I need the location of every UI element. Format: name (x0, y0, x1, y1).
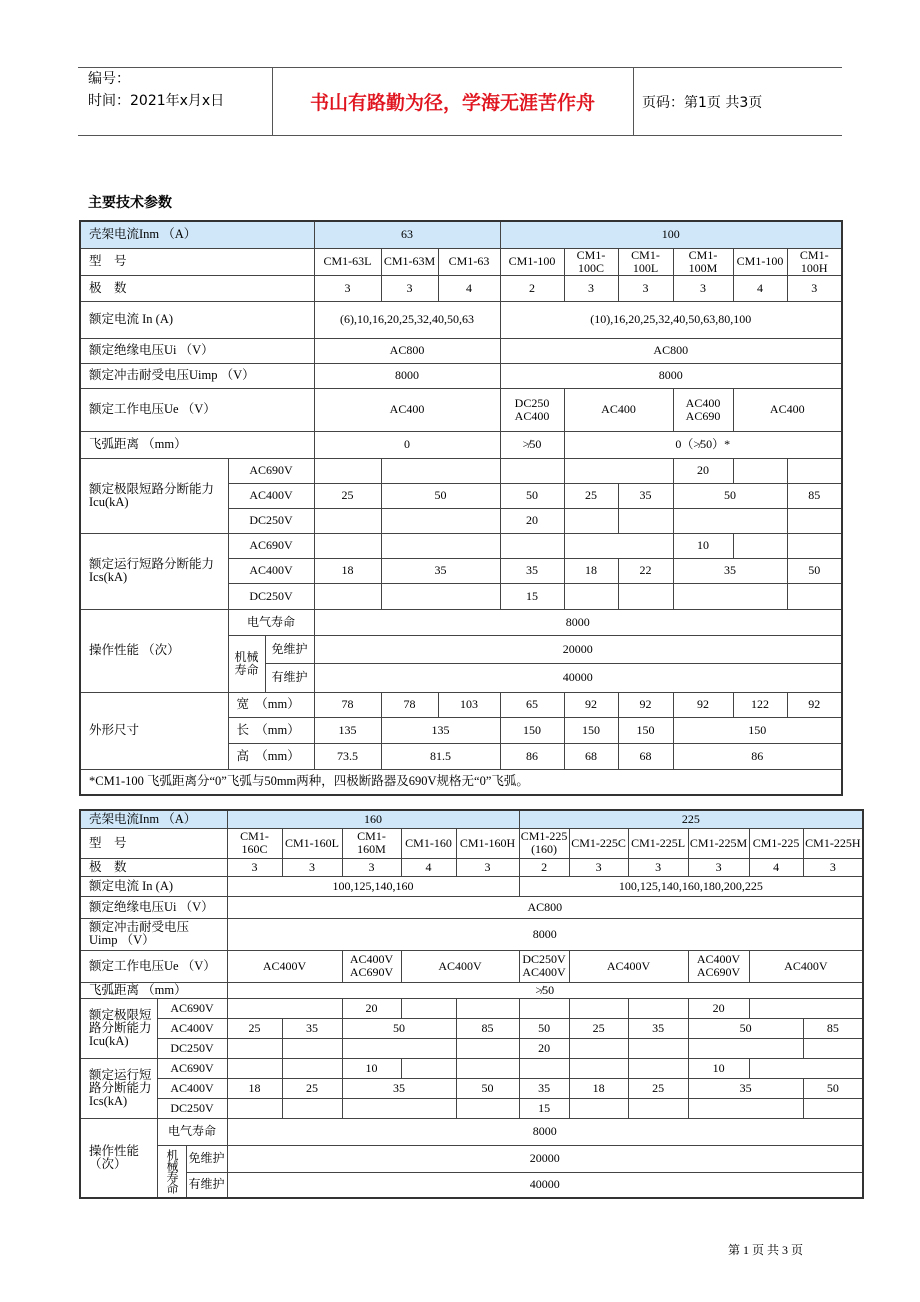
table-cell: 10 (688, 1058, 749, 1078)
table-cell: CM1-160M (342, 828, 401, 858)
table-cell: 15 (500, 583, 564, 609)
table-cell: AC400V AC690V (342, 950, 401, 982)
table-cell (519, 998, 569, 1018)
table-cell: 3 (282, 858, 342, 876)
table-row (80, 338, 842, 363)
table-cell (564, 508, 618, 533)
table-cell: 8000 (314, 609, 842, 635)
row-label-cell: 外形尺寸 (80, 692, 228, 769)
table-cell: 85 (803, 1018, 863, 1038)
table-cell (787, 458, 842, 483)
table-cell (628, 1098, 688, 1118)
table-cell: 18 (227, 1078, 282, 1098)
table-cell: 25 (628, 1078, 688, 1098)
table-cell (569, 1098, 628, 1118)
table-cell: 3 (564, 275, 618, 301)
table-cell: 3 (227, 858, 282, 876)
table-cell: 50 (803, 1078, 863, 1098)
table-cell (227, 998, 342, 1018)
table-row (80, 858, 863, 876)
table-row (80, 1018, 863, 1038)
table-cell: AC400V (227, 950, 342, 982)
table-cell: 10 (342, 1058, 401, 1078)
table-cell (569, 1038, 628, 1058)
table-cell: 85 (456, 1018, 519, 1038)
table-cell: 50 (673, 483, 787, 508)
table-cell: 4 (733, 275, 787, 301)
section-title: 主要技术参数 (88, 195, 172, 211)
header-divider (633, 67, 634, 135)
table-cell: 160 (227, 810, 519, 828)
table-cell: 63 (314, 221, 500, 248)
table-cell: 20000 (227, 1145, 863, 1172)
table-cell: 电气寿命 (157, 1118, 227, 1145)
table-cell: 225 (519, 810, 863, 828)
table-cell: 电气寿命 (228, 609, 314, 635)
table-cell: 机械 寿命 (228, 635, 265, 692)
table-cell: 25 (282, 1078, 342, 1098)
table-cell: 103 (438, 692, 500, 717)
table-cell: CM1-160C (227, 828, 282, 858)
table-cell: 78 (381, 692, 438, 717)
table-cell (628, 1058, 688, 1078)
header-motto: 书山有路勤为径，学海无涯苦作舟 (309, 92, 595, 114)
table-row (80, 1172, 863, 1198)
table-row (80, 1098, 863, 1118)
table-cell (787, 508, 842, 533)
table-cell: 0 (314, 431, 500, 458)
table-cell (564, 533, 673, 558)
table-cell: CM1-63M (381, 248, 438, 275)
table-cell (628, 998, 688, 1018)
table-cell: AC800 (227, 896, 863, 918)
table-cell: 86 (500, 743, 564, 769)
table-cell: AC690V (157, 998, 227, 1018)
header-bottom-rule (78, 135, 842, 136)
table-cell: DC250V (157, 1038, 227, 1058)
row-label-cell: 额定电流 In (A) (80, 301, 314, 338)
table-cell: 3 (803, 858, 863, 876)
table-row (80, 533, 842, 558)
table-cell: 3 (787, 275, 842, 301)
table-row (80, 363, 842, 388)
row-label-cell: 额定极限短路分断能力 Icu(kA) (80, 458, 228, 533)
table-cell: 92 (618, 692, 673, 717)
table-cell: 65 (500, 692, 564, 717)
row-label-cell: 宽 （mm） (228, 692, 314, 717)
table-cell: 15 (519, 1098, 569, 1118)
table-cell: CM1-160H (456, 828, 519, 858)
row-label-cell: 额定冲击耐受电压 Uimp （V） (80, 918, 227, 950)
table-cell: 100 (500, 221, 842, 248)
table-cell: 50 (381, 483, 500, 508)
table-cell: 3 (456, 858, 519, 876)
row-label-cell: 额定极限短 路分断能力 Icu(kA) (80, 998, 157, 1058)
row-label-cell: 高 （mm） (228, 743, 314, 769)
table-cell: CM1-100 (500, 248, 564, 275)
header-top-rule (78, 67, 842, 68)
table-cell: 25 (569, 1018, 628, 1038)
table-cell: AC690V (157, 1058, 227, 1078)
row-label-cell: 极 数 (80, 858, 227, 876)
table-cell: DC250V (157, 1098, 227, 1118)
table-row (80, 692, 842, 717)
table-cell: 35 (628, 1018, 688, 1038)
table-cell: AC800 (500, 338, 842, 363)
table-cell (401, 998, 456, 1018)
table-cell: 3 (569, 858, 628, 876)
table-cell: 3 (381, 275, 438, 301)
table-row (80, 1145, 863, 1172)
table-cell: 68 (564, 743, 618, 769)
row-label-cell: 极 数 (80, 275, 314, 301)
table-cell: 20 (519, 1038, 569, 1058)
table-cell (803, 1098, 863, 1118)
table-cell (564, 458, 673, 483)
table-cell: CM1-225H (803, 828, 863, 858)
table-cell: 2 (500, 275, 564, 301)
table-cell: 3 (688, 858, 749, 876)
table-cell: ≯50 (500, 431, 564, 458)
table-cell: 135 (381, 717, 500, 743)
table-cell: 有维护 (186, 1172, 227, 1198)
table-cell: 8000 (227, 1118, 863, 1145)
table-cell: 3 (673, 275, 733, 301)
table-cell (314, 583, 381, 609)
table-cell: AC400V (228, 558, 314, 583)
table-cell: 35 (673, 558, 787, 583)
table-cell: AC400 (314, 388, 500, 431)
table-cell: CM1-225L (628, 828, 688, 858)
table-cell: CM1-160 (401, 828, 456, 858)
table-cell: 25 (227, 1018, 282, 1038)
table-cell: AC400V (157, 1018, 227, 1038)
table-cell (381, 583, 500, 609)
table-cell: 25 (564, 483, 618, 508)
table-cell (342, 1038, 456, 1058)
table-cell: AC690V (228, 533, 314, 558)
table-cell: 3 (628, 858, 688, 876)
spec-table-63-100 (79, 220, 843, 796)
table-row (80, 1118, 863, 1145)
table-cell (803, 1038, 863, 1058)
table-cell: DC250V (228, 583, 314, 609)
table-cell: 150 (673, 717, 842, 743)
table-cell (227, 1038, 282, 1058)
row-label-cell: 额定运行短路分断能力 Ics(kA) (80, 533, 228, 609)
row-label-cell: 额定绝缘电压Ui （V） (80, 896, 227, 918)
table-cell (456, 1038, 519, 1058)
table-cell (673, 508, 787, 533)
table-cell: 50 (519, 1018, 569, 1038)
table-cell: 35 (282, 1018, 342, 1038)
table-cell (227, 1058, 282, 1078)
table-cell: 150 (564, 717, 618, 743)
row-label-cell: 额定工作电压Ue （V） (80, 388, 314, 431)
table-row (80, 810, 863, 828)
table-cell: (10),16,20,25,32,40,50,63,80,100 (500, 301, 842, 338)
row-label-cell: 机械寿命 (157, 1145, 186, 1198)
table-row (80, 998, 863, 1018)
spec-table-160-225 (79, 809, 864, 1199)
row-label-cell: 额定绝缘电压Ui （V） (80, 338, 314, 363)
table-cell: 免维护 (186, 1145, 227, 1172)
table-cell: 4 (401, 858, 456, 876)
table-cell: CM1-225 (160) (520, 829, 568, 856)
table-cell: 92 (787, 692, 842, 717)
table-cell: 0（≯50）* (564, 431, 842, 458)
table-cell (749, 1058, 863, 1078)
table-cell (787, 533, 842, 558)
table-cell (569, 998, 628, 1018)
table-cell: 92 (673, 692, 733, 717)
row-label-cell: 型 号 (80, 828, 227, 858)
table-cell (401, 1058, 456, 1078)
table-cell: 20000 (314, 635, 842, 663)
table-cell (282, 1058, 342, 1078)
table-cell: 35 (618, 483, 673, 508)
row-label-cell: 额定冲击耐受电压Uimp （V） (80, 363, 314, 388)
table-cell: AC400V (401, 950, 519, 982)
table-cell: DC250 AC400 (500, 388, 564, 431)
table-cell (314, 508, 381, 533)
table-row (80, 458, 842, 483)
table-cell (500, 533, 564, 558)
table-cell: 35 (381, 558, 500, 583)
table-cell: CM1-63 (438, 248, 500, 275)
table-cell: 81.5 (381, 743, 500, 769)
table-cell: CM1-100M (673, 248, 733, 275)
table-row (80, 982, 863, 998)
table-cell: 150 (618, 717, 673, 743)
row-label-cell: 额定电流 In (A) (80, 876, 227, 896)
table-row (80, 950, 863, 982)
row-label-cell: 额定运行短 路分断能力 Ics(kA) (80, 1058, 157, 1118)
table-cell: 100,125,140,160 (227, 876, 519, 896)
table-cell (628, 1038, 688, 1058)
table-cell (456, 1098, 519, 1118)
table-cell: CM1-225M (688, 828, 749, 858)
table-cell (227, 1098, 282, 1118)
table-row (80, 828, 863, 858)
table-cell (787, 583, 842, 609)
table-cell: 78 (314, 692, 381, 717)
table-cell: CM1-160L (282, 828, 342, 858)
table-cell: 35 (500, 558, 564, 583)
table-cell: CM1-100H (787, 248, 842, 275)
table-cell: 18 (314, 558, 381, 583)
table-cell (688, 1038, 803, 1058)
table-cell: DC250V (228, 508, 314, 533)
table-cell: 22 (618, 558, 673, 583)
row-label-cell: 操作性能 （次） (80, 1118, 157, 1198)
table-cell: 100,125,140,160,180,200,225 (519, 876, 863, 896)
table-cell: 50 (787, 558, 842, 583)
row-label-cell: 飞弧距离 （mm） (80, 982, 227, 998)
table-row (80, 876, 863, 896)
table-cell: 135 (314, 717, 381, 743)
page-footer: 第 1 页 共 3 页 (728, 1243, 804, 1257)
table-cell: AC400 (733, 388, 842, 431)
table-cell (456, 1058, 519, 1078)
row-label-cell: 操作性能 （次） (80, 609, 228, 692)
table-cell: 85 (787, 483, 842, 508)
table-cell: 8000 (227, 918, 863, 950)
table-cell: AC800 (314, 338, 500, 363)
row-label-cell: 飞弧距离 （mm） (80, 431, 314, 458)
table-row (80, 1038, 863, 1058)
row-label-cell: 壳架电流Inm （A） (80, 221, 314, 248)
table-cell: 3 (314, 275, 381, 301)
table-cell: AC400 AC690 (673, 388, 733, 431)
table-row (80, 918, 863, 950)
table-cell: 86 (673, 743, 842, 769)
table-cell: AC400V (157, 1078, 227, 1098)
table-cell: CM1-100L (618, 248, 673, 275)
document-date: 时间：2021年x月x日 (88, 93, 225, 109)
page-number-header: 页码：第1页 共3页 (642, 95, 763, 111)
table-cell (381, 458, 500, 483)
row-label-cell: *CM1-100 飞弧距离分“0”飞弧与50mm两种，四极断路器及690V规格无“0”飞弧。 (80, 769, 842, 795)
table-row (80, 1058, 863, 1078)
table-cell (618, 583, 673, 609)
table-cell: 25 (314, 483, 381, 508)
table-cell: AC400V (569, 950, 688, 982)
table-cell: 3 (618, 275, 673, 301)
table-cell: 2 (519, 858, 569, 876)
table-cell: 50 (342, 1018, 456, 1038)
table-cell: CM1-63L (314, 248, 381, 275)
table-cell: (6),10,16,20,25,32,40,50,63 (314, 301, 500, 338)
table-cell: 20 (688, 998, 749, 1018)
table-cell (314, 458, 381, 483)
table-cell: 4 (438, 275, 500, 301)
table-row (80, 431, 842, 458)
table-cell (282, 1098, 342, 1118)
table-row (80, 248, 842, 275)
table-cell: 50 (456, 1078, 519, 1098)
table-cell (618, 508, 673, 533)
table-cell: AC400V (228, 483, 314, 508)
table-cell: 40000 (314, 663, 842, 692)
table-cell (569, 1058, 628, 1078)
table-cell: 68 (618, 743, 673, 769)
table-cell: 20 (500, 508, 564, 533)
table-row (80, 301, 842, 338)
table-row (80, 221, 842, 248)
table-cell: 18 (564, 558, 618, 583)
document-number: 编号： (88, 71, 130, 87)
table-cell (381, 533, 500, 558)
table-cell: 122 (733, 692, 787, 717)
table-cell: 8000 (314, 363, 500, 388)
table-cell: 10 (673, 533, 733, 558)
table-cell: AC400V AC690V (688, 950, 749, 982)
table-cell: 40000 (227, 1172, 863, 1198)
table-cell (749, 998, 863, 1018)
table-cell: 50 (688, 1018, 803, 1038)
table-row (80, 1078, 863, 1098)
table-cell: 50 (500, 483, 564, 508)
table-cell (519, 1058, 569, 1078)
table-cell: 35 (342, 1078, 456, 1098)
table-cell: CM1-100 (733, 248, 787, 275)
table-cell (456, 998, 519, 1018)
table-cell: CM1-225C (569, 828, 628, 858)
row-label-cell: 壳架电流Inm （A） (80, 810, 227, 828)
table-cell: 8000 (500, 363, 842, 388)
table-cell (733, 458, 787, 483)
table-cell (688, 1098, 803, 1118)
row-label-cell: 额定工作电压Ue （V） (80, 950, 227, 982)
table-cell (381, 508, 500, 533)
row-label-cell: 长 （mm） (228, 717, 314, 743)
table-row (80, 609, 842, 635)
table-cell: 3 (342, 858, 401, 876)
table-row (80, 769, 842, 795)
table-cell: AC690V (228, 458, 314, 483)
table-cell (282, 1038, 342, 1058)
table-cell: ≯50 (227, 982, 863, 998)
table-cell: 18 (569, 1078, 628, 1098)
table-cell (342, 1098, 456, 1118)
table-cell: CM1-225 (749, 828, 803, 858)
table-cell: 150 (500, 717, 564, 743)
table-cell: 20 (673, 458, 733, 483)
table-row (80, 275, 842, 301)
table-cell: CM1-100C (564, 248, 618, 275)
table-cell: 92 (564, 692, 618, 717)
table-cell: AC400V (749, 950, 863, 982)
table-cell: 有维护 (265, 663, 314, 692)
table-cell (314, 533, 381, 558)
table-cell (733, 533, 787, 558)
row-label-cell: 型 号 (80, 248, 314, 275)
table-cell (673, 583, 787, 609)
table-cell: 20 (342, 998, 401, 1018)
table-cell: 35 (519, 1078, 569, 1098)
table-cell: 73.5 (314, 743, 381, 769)
table-cell: 35 (688, 1078, 803, 1098)
table-cell: DC250V AC400V (519, 950, 569, 982)
table-cell: 免维护 (265, 635, 314, 663)
table-cell (500, 458, 564, 483)
table-row (80, 896, 863, 918)
table-cell: AC400 (564, 388, 673, 431)
table-cell (564, 583, 618, 609)
table-row (80, 388, 842, 431)
table-cell: 4 (749, 858, 803, 876)
